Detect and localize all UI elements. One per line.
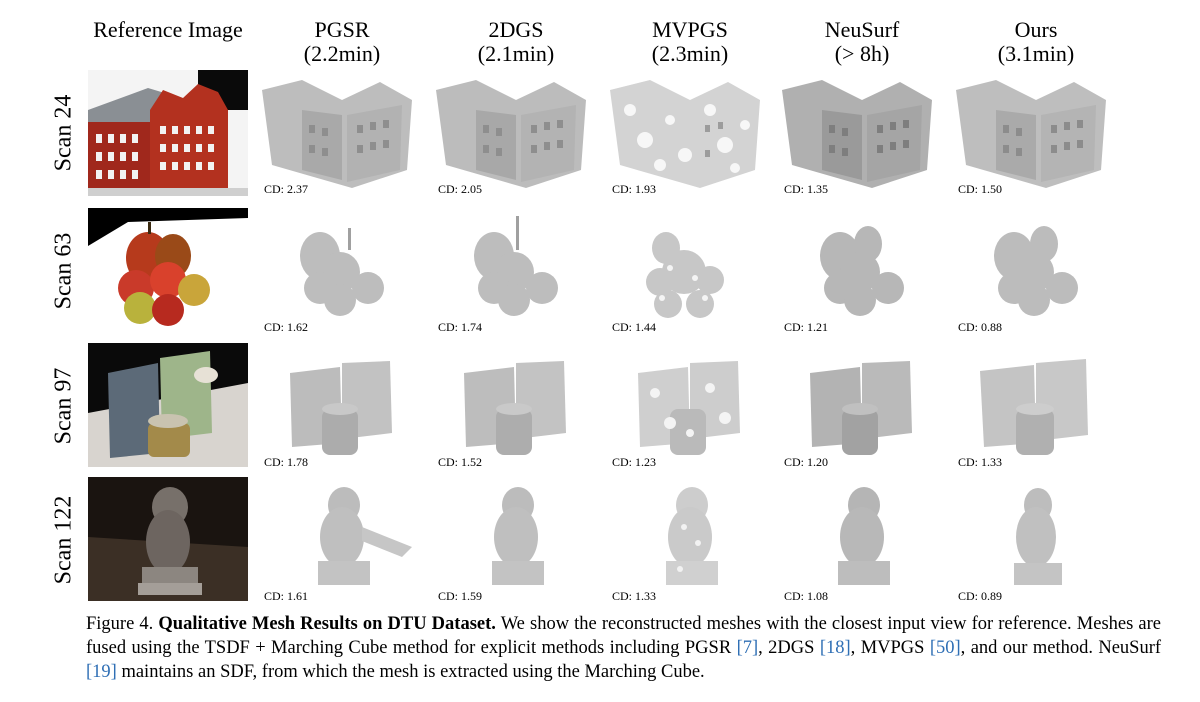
- cd-score: CD: 1.08: [784, 589, 829, 603]
- header-pgsr: [262, 18, 422, 66]
- cd-score: CD: 1.44: [612, 320, 657, 334]
- caption-text: , and our method. NeuSurf: [960, 638, 1162, 658]
- mesh-cell: [262, 208, 422, 334]
- header-2dgs: [436, 18, 596, 66]
- cd-score: CD: 2.37: [264, 182, 309, 196]
- mesh-cell: [262, 477, 422, 603]
- citation-link[interactable]: [19]: [86, 662, 117, 682]
- citation-link[interactable]: [7]: [736, 638, 759, 658]
- reference-image-scan-122: [88, 477, 248, 603]
- mesh-cell: [956, 477, 1116, 603]
- caption-text: maintains an SDF, from which the mesh is extracted using the Marching Cube.: [121, 662, 705, 682]
- figure-caption: [86, 612, 1161, 684]
- reference-image-scan-24: [88, 70, 248, 196]
- row-label-text: Scan 24: [50, 94, 77, 172]
- row-label-scan-122: [44, 477, 84, 603]
- mesh-cell: [782, 208, 942, 334]
- cd-score: CD: 1.20: [784, 455, 829, 469]
- header-method-time: (2.3min): [651, 41, 729, 66]
- cd-score: CD: 1.74: [438, 320, 483, 334]
- header-reference: [88, 18, 248, 42]
- header-method-time: (2.2min): [303, 41, 381, 66]
- cd-score: CD: 0.88: [958, 320, 1003, 334]
- row-label-text: Scan 97: [50, 367, 77, 445]
- cd-score: CD: 1.62: [264, 320, 309, 334]
- mesh-cell: [610, 70, 770, 196]
- caption-prefix: Figure 4.: [86, 614, 154, 634]
- cd-score: CD: 1.23: [612, 455, 657, 469]
- cd-score: CD: 1.33: [958, 455, 1003, 469]
- cd-score: CD: 1.21: [784, 320, 829, 334]
- mesh-cell: [956, 343, 1116, 469]
- header-method-time: (> 8h): [834, 41, 890, 66]
- header-mvpgs: [610, 18, 770, 66]
- cd-score: CD: 1.93: [612, 182, 657, 196]
- header-method-time: (2.1min): [477, 41, 555, 66]
- mesh-cell: [956, 208, 1116, 334]
- mesh-cell: [436, 70, 596, 196]
- cd-score: CD: 1.78: [264, 455, 309, 469]
- cd-score: CD: 1.50: [958, 182, 1003, 196]
- header-reference-label: Reference Image: [93, 17, 243, 42]
- header-method-name: NeuSurf: [824, 17, 900, 42]
- caption-text: , MVPGS: [850, 638, 925, 658]
- mesh-cell: [782, 343, 942, 469]
- cd-score: CD: 2.05: [438, 182, 483, 196]
- mesh-cell: [436, 477, 596, 603]
- cd-score: CD: 1.35: [784, 182, 829, 196]
- header-method-name: Ours: [1014, 17, 1058, 42]
- cd-score: CD: 1.61: [264, 589, 309, 603]
- mesh-cell: [610, 208, 770, 334]
- mesh-cell: [436, 343, 596, 469]
- mesh-cell: [782, 70, 942, 196]
- row-label-text: Scan 122: [50, 495, 77, 585]
- caption-text: , 2DGS: [758, 638, 815, 658]
- mesh-cell: [262, 343, 422, 469]
- reference-image-scan-97: [88, 343, 248, 469]
- cd-score: CD: 1.59: [438, 589, 483, 603]
- mesh-cell: [956, 70, 1116, 196]
- mesh-cell: [262, 70, 422, 196]
- citation-link[interactable]: [18]: [819, 638, 851, 658]
- mesh-cell: [610, 343, 770, 469]
- mesh-cell: [436, 208, 596, 334]
- cd-score: CD: 1.33: [612, 589, 657, 603]
- header-method-name: PGSR: [314, 17, 370, 42]
- header-method-time: (3.1min): [997, 41, 1075, 66]
- header-ours: [956, 18, 1116, 66]
- row-label-scan-63: [44, 208, 84, 334]
- caption-title: Qualitative Mesh Results on DTU Dataset.: [158, 614, 496, 634]
- cd-score: CD: 0.89: [958, 589, 1003, 603]
- row-label-text: Scan 63: [50, 232, 77, 310]
- header-method-name: 2DGS: [488, 17, 544, 42]
- citation-link[interactable]: [50]: [929, 638, 961, 658]
- header-neusurf: [782, 18, 942, 66]
- row-label-scan-24: [44, 70, 84, 196]
- row-label-scan-97: [44, 343, 84, 469]
- mesh-cell: [610, 477, 770, 603]
- cd-score: CD: 1.52: [438, 455, 483, 469]
- reference-image-scan-63: [88, 208, 248, 334]
- mesh-cell: [782, 477, 942, 603]
- caption-text: We show the reconstructed meshes with the closest input view for reference. Meshes are fused using the TSDF + Marching Cube method for explicit methods including PGSR: [86, 614, 1162, 658]
- header-method-name: MVPGS: [652, 17, 728, 42]
